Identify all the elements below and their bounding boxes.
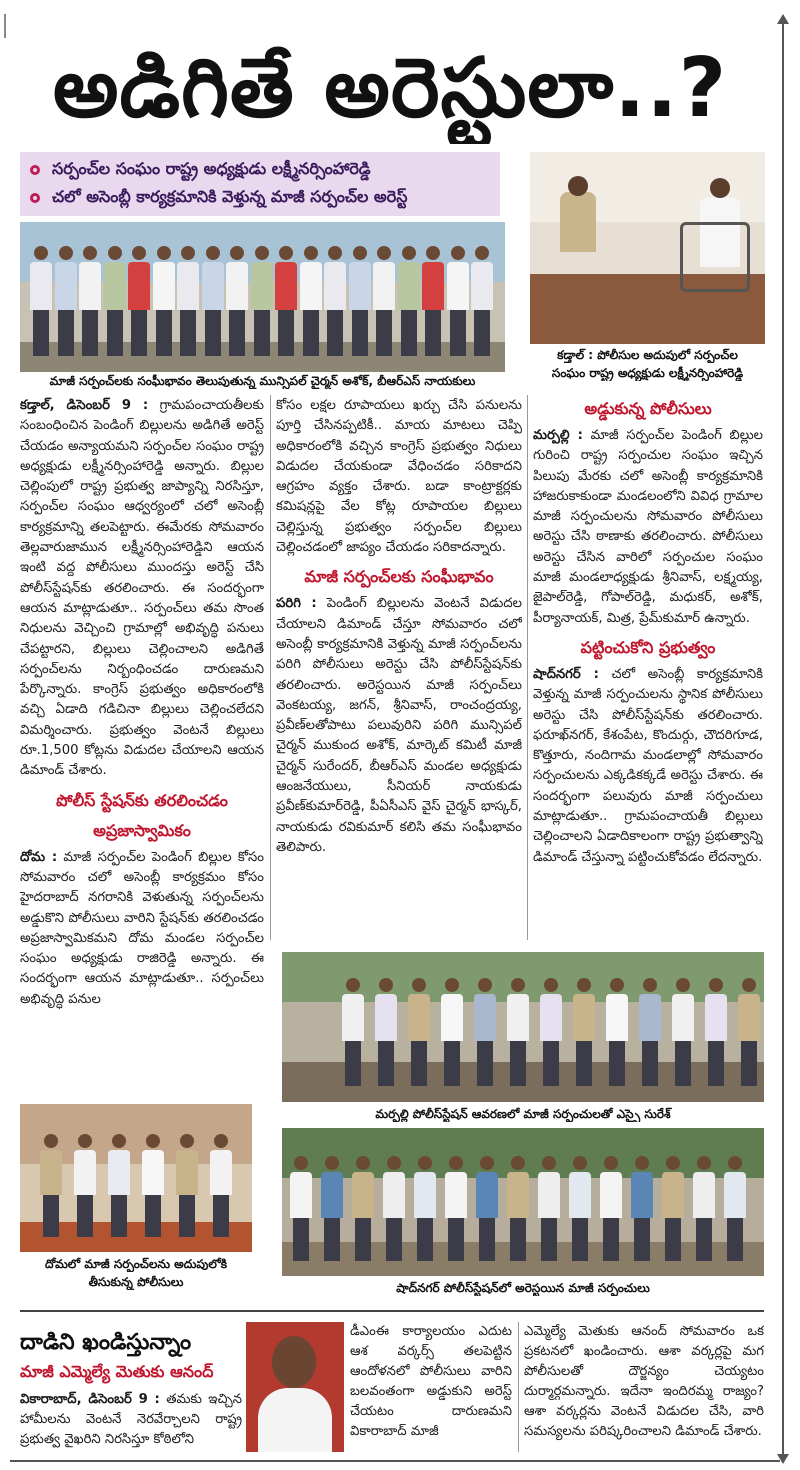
photo-figure (422, 246, 444, 366)
article-text: డీఎంఈ కార్యాలయం ఎదుట ఆశ వర్కర్స్ తలపెట్టిన ఆందోళనలో పోలీసులు వారిని బలవంతంగా అడ్డుకుని అరెస్ట్ చేయటం దారుణమని వికారాబాద్ మాజీ (350, 1324, 512, 1439)
article-text: పెండింగ్ బిల్లులను వెంటనే విడుదల చేయాలని డిమాండ్ చేస్తూ సోమవారం చలో అసెంబ్లీ కార్యక్రమానికి వెళ్తున్న మాజీ సర్పంచ్‌లను పరిగి పోలీసులు అరెస్టు చేసి పోలీస్‌స్టేషన్‌కు తరలించారు. అరెస్టయిన మాజీ సర్పంచ్‌లు వెంకటయ్య, జగన్, శ్రీనివాస్, రాంచంద్రయ్య, ప్రవీణ్‌లతోపాటు పలువురిని పరిగి మున్సిపల్ చైర్మన్ ముకుంద అశోక్, మార్కెట్ కమిటీ మాజీ చైర్మన్ సురేందర్, బీఆర్ఎస్ మండల అధ్యక్షుడు ఆంజనేయులు, సీనియర్ నాయకుడు ప్రవీణ్‌కుమార్‌రెడ్డి, పీఏసీఎస్ వైస్ చైర్మన్ భాస్కర్, నాయకుడు రవికుమార్ కలిసి తమ సంఘీభావం తెలిపారు. (276, 596, 522, 855)
subhead-solidarity: మాజీ సర్పంచ్‌లకు సంఘీభావం (304, 567, 494, 587)
photo-figure (177, 246, 199, 366)
highlights-box (20, 152, 500, 216)
highlight-text: సర్పంచ్‌ల సంఘం రాష్ట్ర అధ్యక్షుడు లక్ష్మీనర్సింహారెడ్డి (52, 158, 371, 178)
photo-figure (606, 978, 628, 1096)
scroll-down-arrow-icon[interactable] (777, 1454, 789, 1464)
dateline: మర్పల్లి : (533, 428, 583, 443)
photo-figure (108, 1134, 130, 1246)
photo-figure (383, 1156, 405, 1270)
photo-figure (693, 1156, 715, 1270)
photo-figure (202, 246, 224, 366)
photo-figure (342, 978, 364, 1096)
photo-figure (55, 246, 77, 366)
highlight-text: చలో అసెంబ్లీ కార్యక్రమానికి వెళ్తున్న మాజీ సర్పంచ్‌ల అరెస్ట్ (52, 186, 408, 206)
subhead-police-station: పోలీస్ స్టేషన్‌కు తరలించడం (56, 790, 228, 810)
article-text: మాజీ సర్పంచ్‌ల పెండింగ్ బిల్లుల కోసం సోమవారం చలో అసెంబ్లీ కార్యక్రమం కోసం హైదరాబాద్ నగరానికి వెళుతున్న సర్పంచ్‌లను అడ్డుకొని పోలీసులు వారిని స్టేషన్‌కు తరలించడం అప్రజాస్వామికమని దోమ మండల సర్పంచ్‌ల సంఘం అధ్యక్షుడు రాజిరెడ్డి అన్నారు. ఈ సందర్భంగా ఆయన మాట్లాడుతూ.. సర్పంచ్‌లు అభివృద్ధి పనుల (20, 849, 264, 1007)
photo-figure (672, 978, 694, 1096)
bullet-ring-icon (30, 193, 40, 203)
bottom-rule (10, 1460, 780, 1462)
photo-figure (79, 246, 101, 366)
photo-figure (662, 1156, 684, 1270)
photo-figure (573, 978, 595, 1096)
article-column-2 (276, 396, 522, 941)
section-divider (20, 1310, 764, 1312)
highlight-item (30, 156, 490, 184)
dateline: పరిగి : (276, 596, 317, 612)
photo-figure (128, 246, 150, 366)
photo-figure (352, 1156, 374, 1270)
caption-top-group: మాజీ సర్పంచ్‌లకు సంఘీభావం తెలుపుతున్న మున్సిపల్ చైర్మన్ అశోక్, బీఆర్ఎస్ నాయకులు (20, 373, 505, 389)
subhead-government: పట్టించుకోని ప్రభుత్వం (580, 637, 716, 657)
photo-figure (226, 246, 248, 366)
bottom-story-subtitle: మాజీ ఎమ్మెల్యే మెతుకు ఆనంద్ (20, 1362, 214, 1381)
column-divider (527, 395, 528, 940)
portrait-photo (246, 1322, 344, 1452)
article-text: మాజీ సర్పంచ్‌ల పెండింగ్ బిల్లుల గురించి రాష్ట్ర సర్పంచుల సంఘం ఇచ్చిన పిలుపు మేరకు చలో అసెంబ్లీ కార్యక్రమానికి హాజరుకాకుండా మండలంలోని వివిధ గ్రామాల మాజీ సర్పంచులను సోమవారం పోలీసులు అరెస్టు చేసి ఠాణాకు తరలించారు. పోలీసులు అరెస్టు చేసిన వారిలో సర్పంచుల సంఘం మాజీ మండలాధ్యక్షుడు శ్రీనివాస్, లక్ష్మయ్య, జైపాల్‌రెడ్డి, గోపాల్‌రెడ్డి, మధుకర్, అశోక్, పీర్యానాయక్, మిత్ర, ప్రేమ్‌కుమార్ ఉన్నారు. (533, 428, 763, 626)
photo-figure (738, 978, 760, 1096)
photo-figure (30, 246, 52, 366)
photo-figure (447, 246, 469, 366)
photo-figure (210, 1134, 232, 1246)
group-photo-top (20, 222, 505, 372)
photo-figure (441, 978, 463, 1096)
photo-figure (569, 1156, 591, 1270)
column-divider (518, 1322, 519, 1452)
photo-figure (290, 1156, 312, 1270)
photo-figure (349, 246, 371, 366)
photo-figure (600, 1156, 622, 1270)
photo-figure (474, 978, 496, 1096)
photo-figure (40, 1134, 62, 1246)
article-text: కోసం లక్షల రూపాయలు ఖర్చు చేసి పనులను పూర్తి చేసినప్పటికీ.. మాయ మాటలు చెప్పి అధికారంలోకి వచ్చిన కాంగ్రెస్ ప్రభుత్వం నిధులు విడుదల చేయకుండా వేధించడం సరికాదని ఆగ్రహం వ్యక్తం చేశారు. బడా కాంట్రాక్టర్లకు కమిషన్లపై వేల కోట్ల రూపాయల బిల్లులు చెల్లిస్తున్న ప్రభుత్వం సర్పంచ్‌ల బిల్లులు చెల్లించడంలో జాప్యం చేయడం సరికాదన్నారు. (276, 398, 522, 556)
photo-figure (408, 978, 430, 1096)
photo-figure (414, 1156, 436, 1270)
photo-figure (104, 246, 126, 366)
photo-figure (373, 246, 395, 366)
office-photo (530, 152, 765, 344)
page-scroll-track (782, 18, 784, 1458)
article-text: గ్రామపంచాయతీలకు సంబంధించిన పెండింగ్ బిల్లులను అడిగితే అరెస్ట్ చేయడం అన్యాయమని సర్పంచ్‌ల సంఘం రాష్ట్ర అధ్యక్షుడు లక్ష్మీనర్సింహారెడ్డి అన్నారు. బిల్లుల చెల్లింపులో రాష్ట్ర ప్రభుత్వ జాప్యాన్ని నిరసిస్తూ, సర్పంచ్‌ల సంఘం ఆధ్వర్యంలో చలో అసెంబ్లీ కార్యక్రమాన్ని తలపెట్టారు. ఈమేరకు సోమవారం తెల్లవారుజామున లక్ష్మీనర్సింహారెడ్డిని ఆయన ఇంటి వద్ద పోలీసులు ముందస్తు అరెస్ట్ చేసి పోలీస్‌స్టేషన్‌కు తరలించారు. ఈ సందర్భంగా ఆయన మాట్లాడుతూ.. సర్పంచ్‌లు తమ సొంత నిధులను వెచ్చించి గ్రామాల్లో అభివృద్ధి పనులు చేపట్టారని, బిల్లులు చెల్లించాలని అడిగితే సర్పంచ్‌లను నిర్బంధించడం దారుణమని పేర్కొన్నారు. కాంగ్రెస్ ప్రభుత్వం అధికారంలోకి వచ్చి ఏడాది గడిచినా బిల్లులు చెల్లించలేదని విమర్శించారు. ప్రభుత్వం వెంటనే బిల్లులు రూ.1,500 కోట్లను విడుదల చేయాలని ఆయన డిమాండ్ చేశారు. (20, 398, 264, 779)
photo-figure (639, 978, 661, 1096)
article-text: ఎమ్మెల్యే మెతుకు ఆనంద్ సోమవారం ఒక ప్రకటనలో ఖండించారు. ఆశా వర్కర్లపై మగ పోలీసులతో దౌర్జన్యం చెయ్యటం దుర్మార్గమన్నారు. ఇదేనా ఇందిరమ్మ రాజ్యం? ఆశా వర్కర్లను వెంటనే విడుదల చేసి, వారి సమస్యలను పరిష్కరించాలని డిమాండ్ చేశారు. (524, 1324, 764, 1439)
marpalli-photo (282, 952, 764, 1102)
photo-figure (321, 1156, 343, 1270)
photo-figure (540, 978, 562, 1096)
photo-figure (538, 1156, 560, 1270)
doma-photo (20, 1104, 252, 1252)
photo-figure (251, 246, 273, 366)
subhead-stopped: అడ్డుకున్న పోలీసులు (584, 399, 712, 418)
bottom-story-column-3 (524, 1322, 764, 1454)
page-edge-marker (0, 14, 6, 38)
photo-figure (398, 246, 420, 366)
bottom-story-column-2 (350, 1322, 512, 1454)
shadnagar-photo (282, 1128, 764, 1276)
bottom-story-column-1 (20, 1390, 242, 1460)
photo-figure (74, 1134, 96, 1246)
caption-marpalli: మర్పల్లి పోలీస్‌స్టేషన్ ఆవరణలో మాజీ సర్పంచులతో ఎస్సై సురేశ్ (282, 1106, 764, 1122)
photo-figure (300, 246, 322, 366)
caption-office-line2: సంఘం రాష్ట్ర అధ్యక్షుడు లక్ష్మీనర్సింహారెడ్డి (530, 365, 765, 381)
photo-figure (324, 246, 346, 366)
photo-figure (471, 246, 493, 366)
photo-figure (142, 1134, 164, 1246)
photo-figure (507, 1156, 529, 1270)
article-text: తమకు ఇచ్చిన హామీలను వెంటనే నెరవేర్చాలని రాష్ట్ర ప్రభుత్వ వైఖరిని నిరసిస్తూ కోఠిలోని (20, 1392, 242, 1447)
photo-figure (153, 246, 175, 366)
photo-figure (176, 1134, 198, 1246)
subhead-undemocratic: అప్రజాస్వామికం (93, 820, 191, 840)
photo-figure (375, 978, 397, 1096)
highlight-item (30, 184, 490, 212)
dateline: దోమ : (20, 849, 58, 865)
dateline: షాద్‌నగర్ : (533, 666, 599, 682)
article-text: చలో అసెంబ్లీ కార్యక్రమానికి వెళ్తున్న మాజీ సర్పంచులను స్థానిక పోలీసులు అరెస్టు చేసి పోలీస్‌స్టేషన్‌కు తరలించారు. ఫరూఖ్‌నగర్, కేశంపేట, కొందుర్గు, చౌదరిగూడ, కొత్తూరు, నందిగామ మండలాల్లో సోమవారం సర్పంచులను ఎక్కడికక్కడే అరెస్టు చేశారు. ఈ సందర్భంగా పలువురు మాజీ సర్పంచులు మాట్లాడుతూ.. గ్రామపంచాయతీ బిల్లులు చెల్లించాలని ఏడాదికాలంగా రాష్ట్ర ప్రభుత్వాన్ని డిమాండ్ చేస్తున్నా పట్టించుకోవడం లేదన్నారు. (533, 666, 763, 865)
caption-office-line1: కడ్తాల్ : పోలీసుల అదుపులో సర్పంచ్‌ల (530, 347, 765, 363)
article-column-3 (533, 396, 763, 941)
photo-figure (724, 1156, 746, 1270)
bottom-story-title: దాడిని ఖండిస్తున్నాం (20, 1330, 192, 1355)
article-column-1 (20, 396, 264, 1096)
photo-figure (476, 1156, 498, 1270)
bullet-ring-icon (30, 165, 40, 175)
dateline: వికారాబాద్, డిసెంబర్ 9 : (20, 1392, 160, 1407)
caption-doma-line1: దోమలో మాజీ సర్పంచ్‌లను అదుపులోకి (20, 1256, 252, 1272)
photo-figure (507, 978, 529, 1096)
caption-shadnagar: షాద్‌నగర్ పోలీస్‌స్టేషన్‌లో అరెస్టయిన మాజీ సర్పంచులు (282, 1280, 764, 1296)
photo-figure (705, 978, 727, 1096)
column-divider (270, 395, 271, 940)
caption-doma-line2: తీసుకున్న పోలీసులు (20, 1274, 252, 1290)
photo-figure (275, 246, 297, 366)
photo-figure (445, 1156, 467, 1270)
scroll-up-arrow-icon[interactable] (777, 14, 789, 24)
photo-figure (631, 1156, 653, 1270)
headline: అడిగితే అరెస్టులా..? (52, 41, 728, 136)
dateline: కడ్తాల్, డిసెంబర్ 9 : (20, 398, 149, 413)
